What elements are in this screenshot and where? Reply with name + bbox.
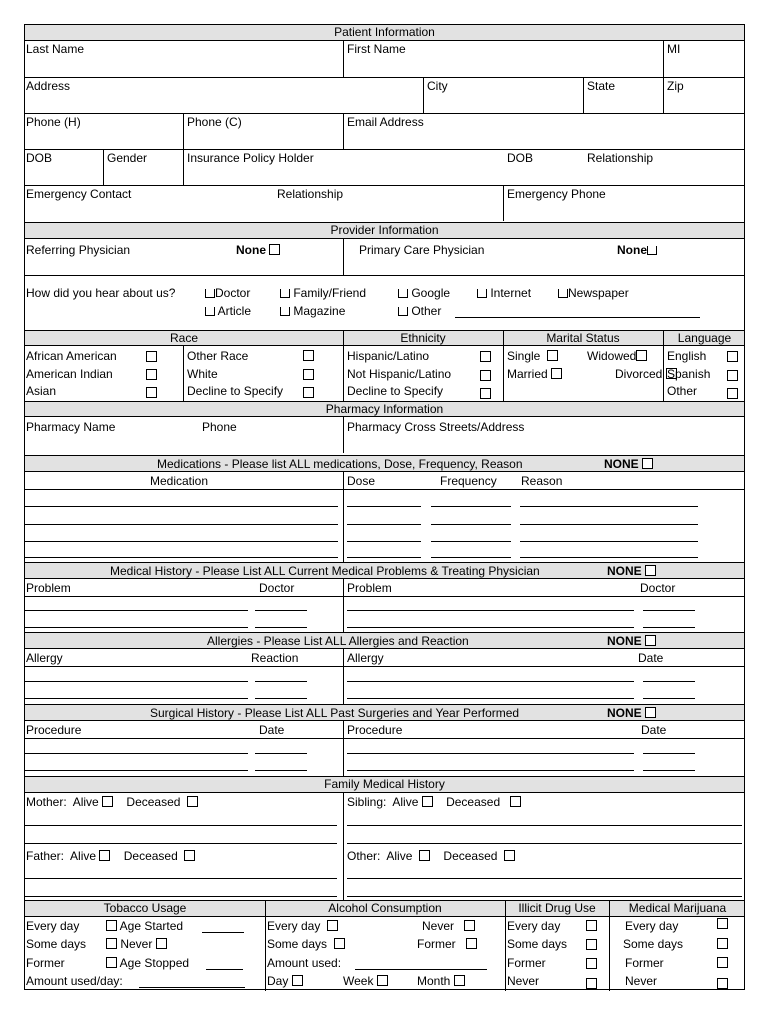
gender-field[interactable]: Gender <box>107 151 148 165</box>
checkbox-icon[interactable] <box>717 957 728 968</box>
checkbox-icon[interactable] <box>102 796 113 807</box>
checkbox-icon[interactable] <box>645 707 656 718</box>
pharmacy-name-field[interactable]: Pharmacy Name <box>26 420 116 434</box>
drug-former[interactable]: Former <box>507 956 546 970</box>
checkbox-icon[interactable] <box>146 387 157 398</box>
holder-relationship-field[interactable]: Relationship <box>587 151 654 165</box>
alcohol-month[interactable]: Month <box>417 974 465 988</box>
checkbox-icon[interactable] <box>303 369 314 380</box>
checkbox-icon[interactable] <box>586 958 597 969</box>
drug-some-days[interactable]: Some days <box>507 937 568 951</box>
write-in-line[interactable] <box>643 681 695 682</box>
race-other[interactable]: Other Race <box>187 349 249 363</box>
checkbox-icon[interactable] <box>504 850 515 861</box>
reason-column: Reason <box>521 474 563 488</box>
section-title: Patient Information <box>334 25 435 39</box>
city-field[interactable]: City <box>427 79 448 93</box>
checkbox-icon[interactable] <box>377 975 388 986</box>
checkbox-icon[interactable] <box>303 350 314 361</box>
write-in-line[interactable] <box>255 753 307 754</box>
checkbox-icon[interactable] <box>106 938 117 949</box>
other-relative-row[interactable]: Other: Alive Deceased <box>347 849 515 863</box>
checkbox-icon[interactable] <box>280 307 290 316</box>
patient-info-header <box>25 24 744 41</box>
marijuana-every-day[interactable]: Every day <box>625 919 679 933</box>
write-in-line[interactable] <box>520 541 698 542</box>
checkbox-icon[interactable] <box>647 246 657 255</box>
write-in-line[interactable] <box>520 524 698 525</box>
tobacco-header: Tobacco Usage <box>103 901 187 915</box>
checkbox-icon[interactable] <box>334 938 345 949</box>
policy-holder-field[interactable]: Insurance Policy Holder <box>187 151 314 165</box>
procedure-column: Procedure <box>26 723 82 737</box>
allergies-header <box>25 632 744 649</box>
pharmacy-address-field[interactable]: Pharmacy Cross Streets/Address <box>347 420 525 434</box>
race-american-indian[interactable]: American Indian <box>26 367 113 381</box>
write-in-line[interactable] <box>25 878 337 879</box>
date-column-2: Date <box>641 723 667 737</box>
section-title: Family Medical History <box>324 777 445 791</box>
write-in-line[interactable] <box>25 770 248 771</box>
demographics-header <box>25 330 744 346</box>
language-other[interactable]: Other <box>667 384 698 398</box>
write-in-line[interactable] <box>643 610 695 611</box>
referring-physician-field[interactable]: Referring Physician <box>26 243 131 257</box>
allergy-column-2: Allergy <box>347 651 384 665</box>
checkbox-icon[interactable] <box>106 920 117 931</box>
checkbox-icon[interactable] <box>727 351 738 362</box>
race-asian[interactable]: Asian <box>26 384 57 398</box>
write-in-line[interactable] <box>25 825 337 826</box>
other-line[interactable] <box>455 317 700 318</box>
checkbox-icon[interactable] <box>586 939 597 950</box>
write-in-line[interactable] <box>25 896 337 897</box>
checkbox-icon[interactable] <box>327 920 338 931</box>
write-in-line[interactable] <box>25 541 338 542</box>
family-history-header <box>25 776 744 793</box>
checkbox-icon[interactable] <box>480 370 491 381</box>
emergency-relationship-field[interactable]: Relationship <box>277 187 344 201</box>
write-in-line[interactable] <box>25 698 248 699</box>
write-in-line[interactable] <box>347 506 421 507</box>
alcohol-never[interactable]: Never <box>422 919 475 933</box>
history-none[interactable]: NONE <box>607 564 656 579</box>
language-spanish[interactable]: Spanish <box>667 367 711 381</box>
write-in-line[interactable] <box>431 524 511 525</box>
medications-none[interactable]: NONE <box>604 457 653 472</box>
alcohol-day[interactable]: Day <box>267 974 303 988</box>
option-article[interactable]: Article <box>205 304 251 318</box>
alcohol-some-days[interactable]: Some days <box>267 937 345 951</box>
checkbox-icon[interactable] <box>156 938 167 949</box>
email-field[interactable]: Email Address <box>347 115 424 129</box>
write-in-line[interactable] <box>431 541 511 542</box>
mi-field[interactable]: MI <box>667 42 681 56</box>
write-in-line[interactable] <box>347 825 742 826</box>
checkbox-icon[interactable] <box>422 796 433 807</box>
write-in-line[interactable] <box>347 681 634 682</box>
medication-column: Medication <box>150 474 209 488</box>
surgical-none[interactable]: NONE <box>607 706 656 721</box>
checkbox-icon[interactable] <box>510 796 521 807</box>
marijuana-never[interactable]: Never <box>625 974 658 988</box>
write-in-line[interactable] <box>347 753 634 754</box>
holder-dob-field[interactable]: DOB <box>507 151 534 165</box>
marijuana-some-days[interactable]: Some days <box>623 937 684 951</box>
marital-header: Marital Status <box>546 331 620 345</box>
write-in-line[interactable] <box>255 770 307 771</box>
checkbox-icon[interactable] <box>717 938 728 949</box>
ethnicity-hispanic[interactable]: Hispanic/Latino <box>347 349 430 363</box>
marital-single[interactable]: Single <box>507 349 558 363</box>
checkbox-icon[interactable] <box>586 920 597 931</box>
problem-column: Problem <box>26 581 71 595</box>
checkbox-icon[interactable] <box>717 978 728 989</box>
tobacco-never[interactable]: Never <box>106 937 167 951</box>
ethnicity-header: Ethnicity <box>400 331 446 345</box>
date-column: Date <box>638 651 664 665</box>
drug-header: Illicit Drug Use <box>518 901 596 915</box>
checkbox-icon[interactable] <box>645 565 656 576</box>
medical-history-header <box>25 562 744 579</box>
checkbox-icon[interactable] <box>466 938 477 949</box>
write-in-line[interactable] <box>643 753 695 754</box>
tobacco-former[interactable]: Former <box>26 956 65 970</box>
surgical-history-header <box>25 704 744 721</box>
habits-header <box>25 900 744 917</box>
marital-divorced[interactable]: Divorced <box>615 367 677 381</box>
write-in-line[interactable] <box>347 610 634 611</box>
checkbox-icon[interactable] <box>146 351 157 362</box>
allergy-column: Allergy <box>26 651 63 665</box>
checkbox-icon[interactable] <box>205 289 215 298</box>
checkbox-icon[interactable] <box>205 307 215 316</box>
option-google[interactable]: Google <box>398 286 450 300</box>
write-in-line[interactable] <box>431 557 511 558</box>
write-in-line[interactable] <box>25 506 338 507</box>
drug-every-day[interactable]: Every day <box>507 919 561 933</box>
write-in-line[interactable] <box>255 627 307 628</box>
drug-never[interactable]: Never <box>507 974 540 988</box>
phone-home-field[interactable]: Phone (H) <box>26 115 81 129</box>
write-in-line[interactable] <box>520 506 698 507</box>
alcohol-amount[interactable]: Amount used: <box>267 956 342 970</box>
sibling-row[interactable]: Sibling: Alive Deceased <box>347 795 521 809</box>
problem-column-2: Problem <box>347 581 392 595</box>
checkbox-icon[interactable] <box>464 920 475 931</box>
write-in-line[interactable] <box>25 524 338 525</box>
procedure-column-2: Procedure <box>347 723 403 737</box>
checkbox-icon[interactable] <box>106 957 117 968</box>
date-column: Date <box>259 723 285 737</box>
language-english[interactable]: English <box>667 349 707 363</box>
checkbox-icon[interactable] <box>398 289 408 298</box>
option-magazine[interactable]: Magazine <box>280 304 345 318</box>
checkbox-icon[interactable] <box>480 351 491 362</box>
section-title: Medical History - Please List ALL Current Medical Problems & Treating Physician <box>110 564 540 578</box>
phone-cell-field[interactable]: Phone (C) <box>187 115 242 129</box>
write-in-line[interactable] <box>520 557 698 558</box>
checkbox-icon[interactable] <box>727 370 738 381</box>
doctor-column: Doctor <box>259 581 295 595</box>
write-in-line[interactable] <box>347 541 421 542</box>
emergency-contact-field[interactable]: Emergency Contact <box>26 187 132 201</box>
checkbox-icon[interactable] <box>303 387 314 398</box>
write-in-line[interactable] <box>255 681 307 682</box>
marital-widowed[interactable]: Widowed <box>587 349 647 363</box>
dob-field[interactable]: DOB <box>26 151 53 165</box>
alcohol-former[interactable]: Former <box>417 937 477 951</box>
hear-about-us-label: How did you hear about us? <box>26 286 176 300</box>
section-title: Provider Information <box>330 223 439 237</box>
race-african-american[interactable]: African American <box>26 349 117 363</box>
write-in-line[interactable] <box>643 698 695 699</box>
checkbox-icon[interactable] <box>717 918 728 929</box>
checkbox-icon[interactable] <box>547 350 558 361</box>
write-in-line[interactable] <box>25 610 248 611</box>
tobacco-age-stopped[interactable]: Age Stopped <box>106 956 189 970</box>
checkbox-icon[interactable] <box>280 289 290 298</box>
ethnicity-not-hispanic[interactable]: Not Hispanic/Latino <box>347 367 452 381</box>
mother-row[interactable]: Mother: Alive Deceased <box>26 795 198 809</box>
option-family-friend[interactable]: Family/Friend <box>280 286 366 300</box>
checkbox-icon[interactable] <box>586 978 597 989</box>
option-other[interactable]: Other <box>398 304 441 318</box>
write-in-line[interactable] <box>347 770 634 771</box>
ethnicity-decline[interactable]: Decline to Specify <box>347 384 444 398</box>
emergency-phone-field[interactable]: Emergency Phone <box>507 187 606 201</box>
marijuana-former[interactable]: Former <box>625 956 664 970</box>
write-in-line[interactable] <box>25 681 248 682</box>
checkbox-icon[interactable] <box>642 458 653 469</box>
tobacco-some-days[interactable]: Some days <box>26 937 87 951</box>
checkbox-icon[interactable] <box>480 388 491 399</box>
option-newspaper[interactable]: Newspaper <box>558 286 629 300</box>
marijuana-header: Medical Marijuana <box>628 901 727 915</box>
write-in-line[interactable] <box>347 878 742 879</box>
section-title: Allergies - Please List ALL Allergies and Reaction <box>207 634 469 648</box>
section-title: Surgical History - Please List ALL Past Surgeries and Year Performed <box>150 706 520 720</box>
section-title: Medications - Please list ALL medications, Dose, Frequency, Reason <box>157 457 523 471</box>
last-name-field[interactable]: Last Name <box>26 42 85 56</box>
write-in-line[interactable] <box>347 627 634 628</box>
frequency-column: Frequency <box>440 474 497 488</box>
tobacco-every-day[interactable]: Every day <box>26 919 80 933</box>
write-in-line[interactable] <box>347 698 634 699</box>
checkbox-icon[interactable] <box>645 635 656 646</box>
checkbox-icon[interactable] <box>146 369 157 380</box>
medications-header <box>25 455 744 472</box>
checkbox-icon[interactable] <box>184 850 195 861</box>
checkbox-icon[interactable] <box>292 975 303 986</box>
write-in-line[interactable] <box>347 843 742 844</box>
alcohol-every-day[interactable]: Every day <box>267 919 338 933</box>
checkbox-icon[interactable] <box>727 388 738 399</box>
checkbox-icon[interactable] <box>477 289 487 298</box>
language-header: Language <box>677 331 732 345</box>
father-row[interactable]: Father: Alive Deceased <box>26 849 195 863</box>
reaction-column: Reaction <box>251 651 299 665</box>
write-in-line[interactable] <box>347 896 742 897</box>
checkbox-icon[interactable] <box>269 244 280 255</box>
primary-none[interactable]: None <box>617 243 657 257</box>
write-in-line[interactable] <box>255 698 307 699</box>
patient-intake-form <box>24 24 745 990</box>
write-in-line[interactable] <box>347 524 421 525</box>
option-internet[interactable]: Internet <box>477 286 531 300</box>
write-in-line[interactable] <box>643 770 695 771</box>
write-in-line[interactable] <box>25 557 338 558</box>
alcohol-header: Alcohol Consumption <box>328 901 442 915</box>
option-doctor[interactable]: Doctor <box>205 286 250 300</box>
checkbox-icon[interactable] <box>636 350 647 361</box>
allergies-none[interactable]: NONE <box>607 634 656 649</box>
write-in-line[interactable] <box>347 557 421 558</box>
referring-none[interactable]: None <box>236 243 280 257</box>
race-header: Race <box>169 331 198 345</box>
checkbox-icon[interactable] <box>558 289 568 298</box>
pharmacy-phone-field[interactable]: Phone <box>202 420 237 434</box>
checkbox-icon[interactable] <box>398 307 408 316</box>
write-in-line[interactable] <box>255 610 307 611</box>
doctor-column-2: Doctor <box>640 581 676 595</box>
first-name-field[interactable]: First Name <box>347 42 406 56</box>
state-field[interactable]: State <box>587 79 616 93</box>
write-in-line[interactable] <box>25 843 337 844</box>
primary-care-physician-field[interactable]: Primary Care Physician <box>359 243 485 257</box>
pharmacy-header <box>25 401 744 417</box>
write-in-line[interactable] <box>643 627 695 628</box>
race-white[interactable]: White <box>187 367 218 381</box>
checkbox-icon[interactable] <box>551 368 562 379</box>
dose-column: Dose <box>347 474 376 488</box>
section-title: Pharmacy Information <box>325 402 444 416</box>
write-in-line[interactable] <box>25 627 248 628</box>
write-in-line[interactable] <box>431 506 511 507</box>
zip-field[interactable]: Zip <box>667 79 684 93</box>
alcohol-week[interactable]: Week <box>343 974 388 988</box>
race-decline[interactable]: Decline to Specify <box>187 384 284 398</box>
address-field[interactable]: Address <box>26 79 71 93</box>
checkbox-icon[interactable] <box>187 796 198 807</box>
tobacco-amount[interactable]: Amount used/day: <box>26 974 123 988</box>
provider-info-header <box>25 222 744 239</box>
marital-married[interactable]: Married <box>507 367 562 381</box>
checkbox-icon[interactable] <box>454 975 465 986</box>
checkbox-icon[interactable] <box>419 850 430 861</box>
checkbox-icon[interactable] <box>99 850 110 861</box>
write-in-line[interactable] <box>25 753 248 754</box>
tobacco-age-started[interactable]: Age Started <box>106 919 183 933</box>
